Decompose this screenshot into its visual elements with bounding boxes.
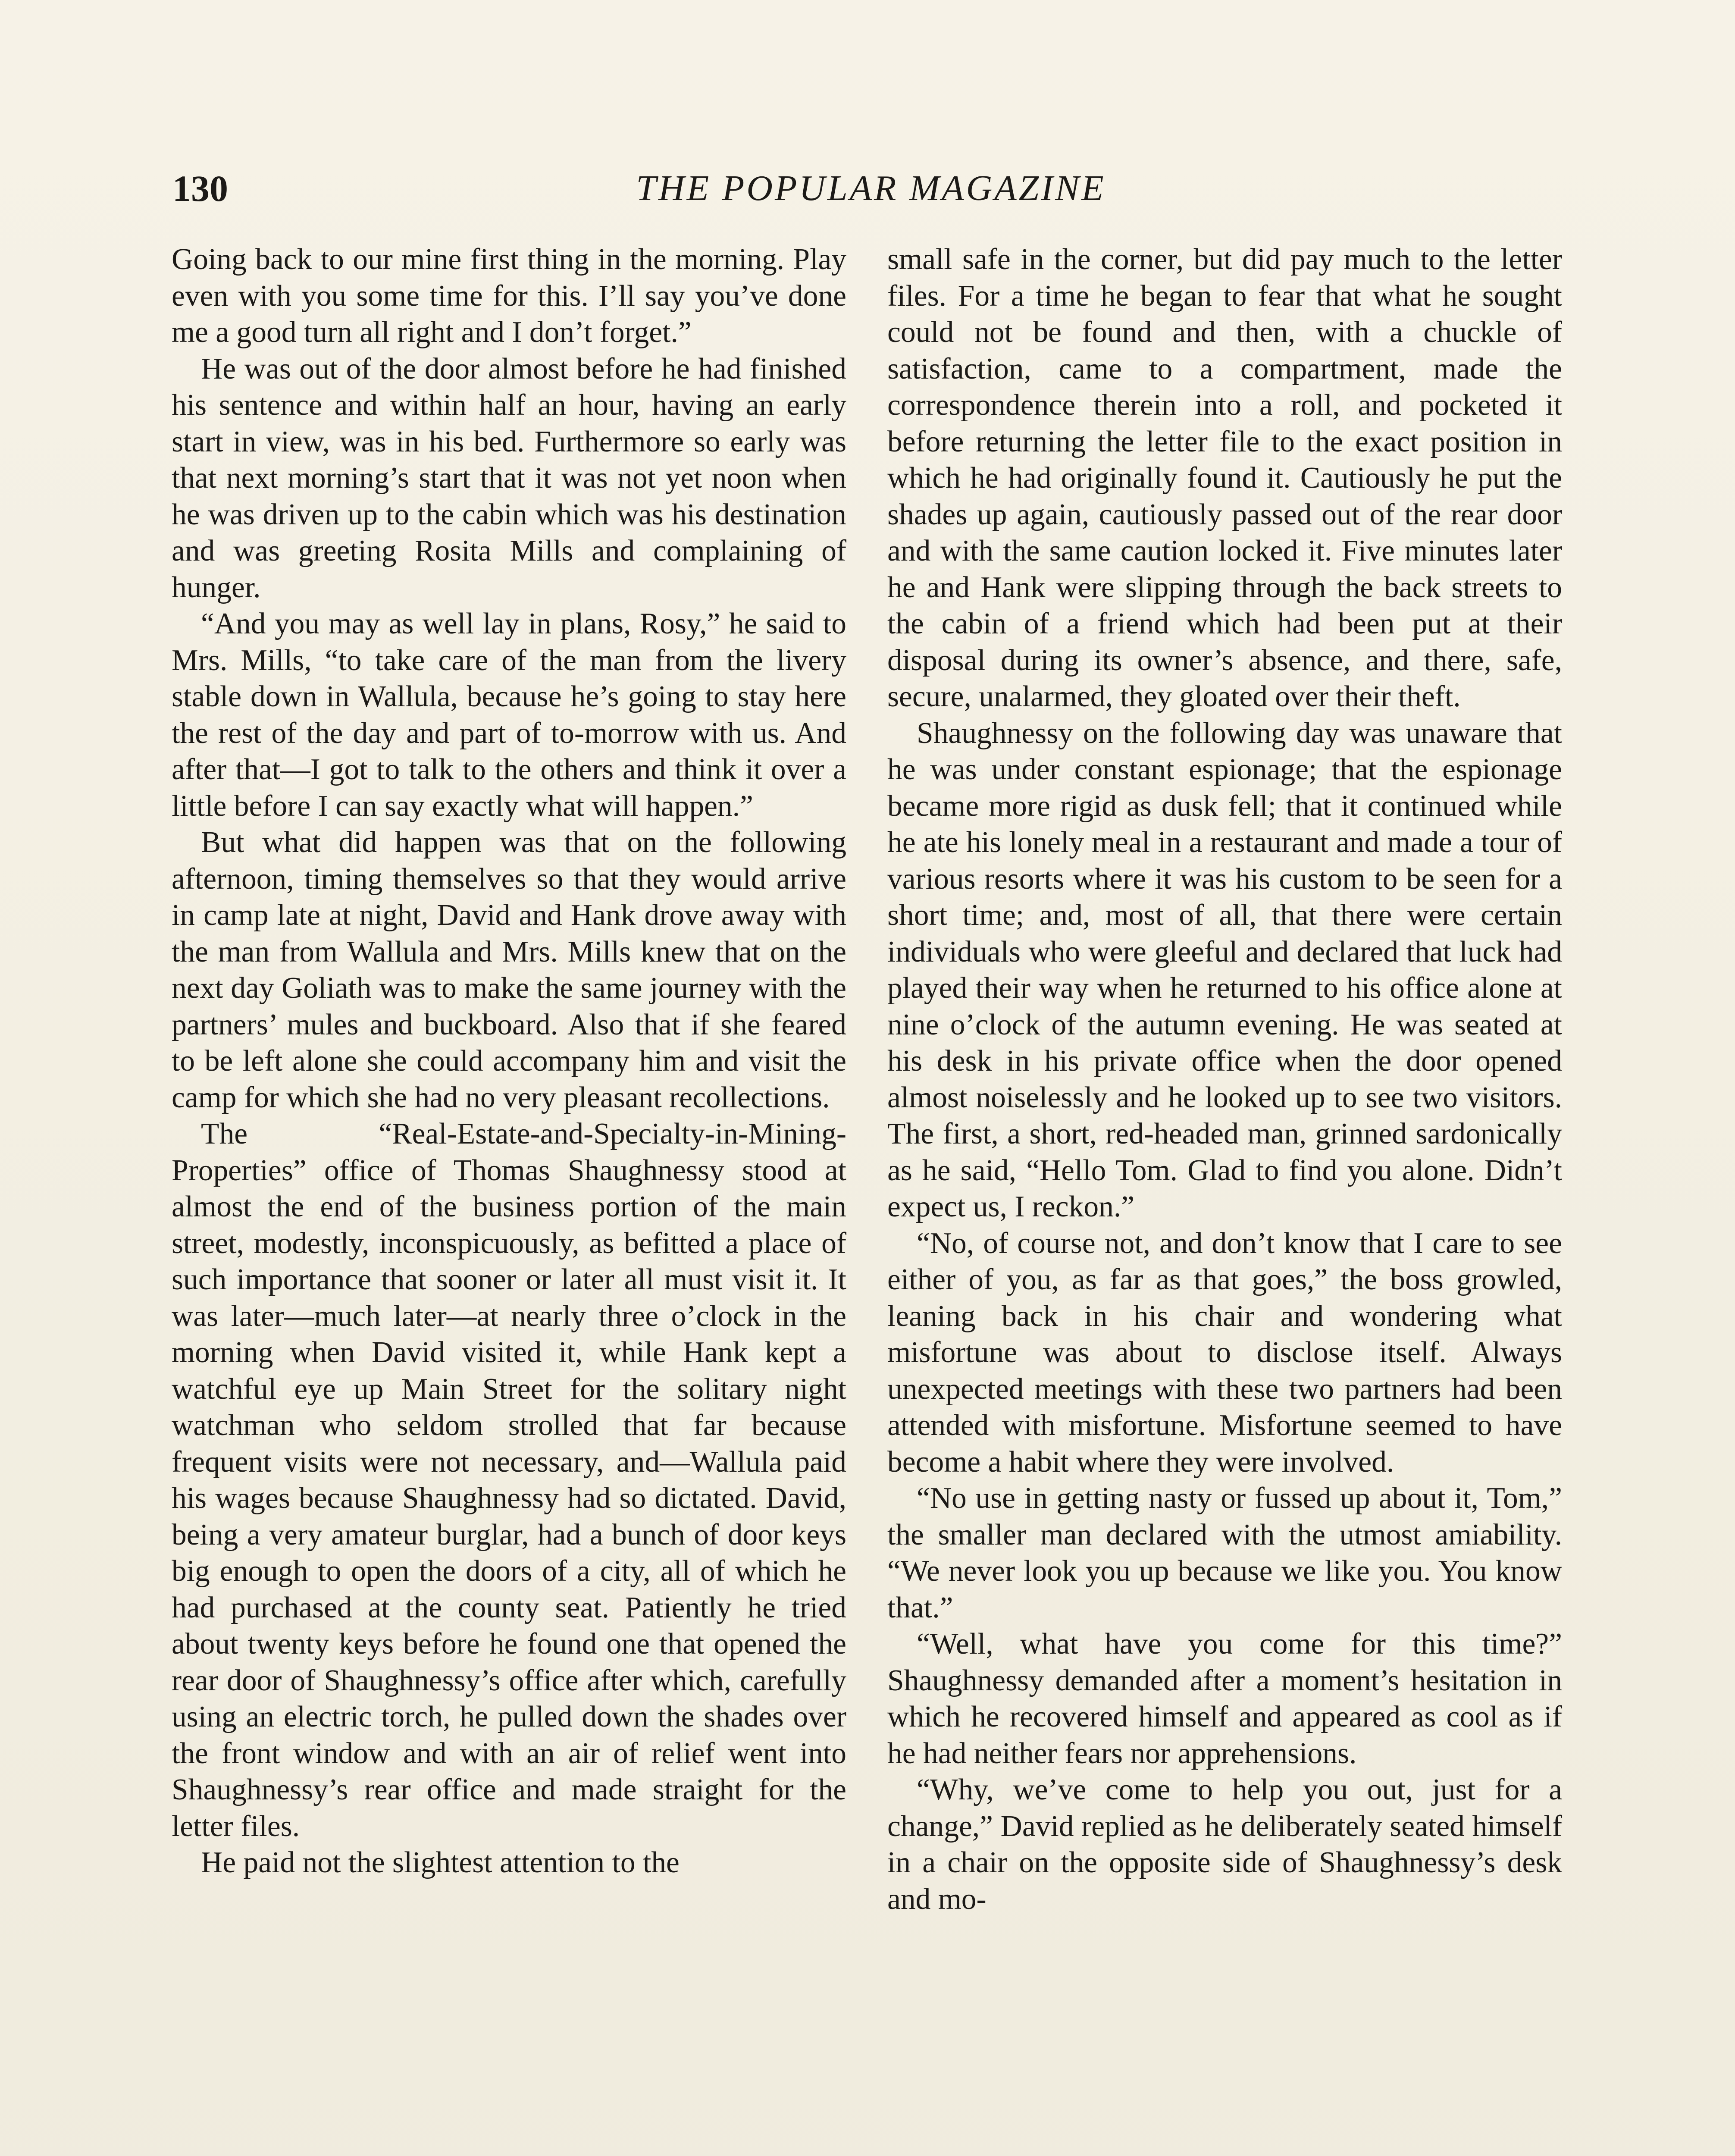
paragraph: “And you may as well lay in plans, Rosy,” he said to Mrs. Mills, “to take care of the man from the livery stable down in Wallula, because he’s going to stay here the rest of the day and part of to-morrow with us. And after that—I got to talk to the others and think it over a little before I can say exactly what will happen.” [172, 607, 846, 823]
paragraph: “Why, we’ve come to help you out, just for a change,” David replied as he deliberately seated himself in a chair on the opposite side of Shaughnessy’s desk and mo- [887, 1773, 1562, 1916]
paragraph: But what did happen was that on the following afternoon, timing themselves so that they would arrive in camp late at night, David and Hank drove away with the man from Wallula and Mrs. Mills knew that on the next day Goliath was to make the same journey with the partners’ mules and buckboard. Also that if she feared to be left alone she could accompany him and visit the camp for which she had no very pleasant recollections. [172, 826, 846, 1114]
left-column [172, 241, 846, 1881]
paragraph: The “Real-Estate-and-Specialty-in-Mining-Properties” office of Thomas Shaughnessy stood at almost the end of the business portion of the main street, modestly, inconspicuously, as befitted a place of such importance that sooner or later all must visit it. It was later—much later—at nearly three o’clock in the morning when David visited it, while Hank kept a watchful eye up Main Street for the solitary night watchman who seldom strolled that far because frequent visits were not necessary, and—Wallula paid his wages because Shaughnessy had so dictated. David, being a very amateur burglar, had a bunch of door keys big enough to open the doors of a city, all of which he had purchased at the county seat. Patiently he tried about twenty keys before he found one that opened the rear door of Shaughnessy’s office after which, carefully using an electric torch, he pulled down the shades over the front window and with an air of relief went into Shaughnessy’s rear office and made straight for the letter files. [172, 1117, 846, 1843]
paragraph: “No, of course not, and don’t know that I care to see either of you, as far as that goes,” the boss growled, leaning back in his chair and wondering what misfortune was about to disclose itself. Always unexpected meetings with these two partners had been attended with misfortune. Misfortune seemed to have become a habit where they were involved. [887, 1226, 1562, 1479]
right-column [887, 241, 1562, 1918]
paragraph: Going back to our mine first thing in the morning. Play even with you some time for this. I’ll say you’ve done me a good turn all right and I don’t forget.” [172, 243, 846, 349]
paragraph: He was out of the door almost before he had finished his sentence and within half an hour, having an early start in view, was in his bed. Furthermore so early was that next morning’s start that it was not yet noon when he was driven up to the cabin which was his destination and was greeting Rosita Mills and complaining of hunger. [172, 352, 846, 604]
paragraph: Shaughnessy on the following day was unaware that he was under constant espionage; that the espionage became more rigid as dusk fell; that it continued while he ate his lonely meal in a restaurant and made a tour of various resorts where it was his custom to be seen for a short time; and, most of all, that there were certain individuals who were gleeful and declared that luck had played their way when he returned to his office alone at nine o’clock of the autumn evening. He was seated at his desk in his private office when the door opened almost noiselessly and he looked up to see two visitors. The first, a short, red-headed man, grinned sardonically as he said, “Hello Tom. Glad to find you alone. Didn’t expect us, I reckon.” [887, 716, 1562, 1223]
paragraph: “Well, what have you come for this time?” Shaughnessy demanded after a moment’s hesitation in which he recovered himself and appeared as cool as if he had neither fears nor apprehensions. [887, 1627, 1562, 1770]
paragraph: “No use in getting nasty or fussed up about it, Tom,” the smaller man declared with the utmost amiability. “We never look you up because we like you. You know that.” [887, 1482, 1562, 1624]
paragraph: small safe in the corner, but did pay much to the letter files. For a time he began to fear that what he sought could not be found and then, with a chuckle of satisfaction, came to a compartment, made the correspondence therein into a roll, and pocketed it before returning the letter file to the exact position in which he had originally found it. Cautiously he put the shades up again, cautiously passed out of the rear door and with the same caution locked it. Five minutes later he and Hank were slipping through the back streets to the cabin of a friend which had been put at their disposal during its owner’s absence, and there, safe, secure, unalarmed, they gloated over their theft. [887, 243, 1562, 713]
running-title: THE POPULAR MAGAZINE [636, 168, 1106, 208]
paragraph: He paid not the slightest attention to the [201, 1846, 680, 1879]
page-number: 130 [172, 168, 228, 209]
page-header [172, 160, 1569, 216]
